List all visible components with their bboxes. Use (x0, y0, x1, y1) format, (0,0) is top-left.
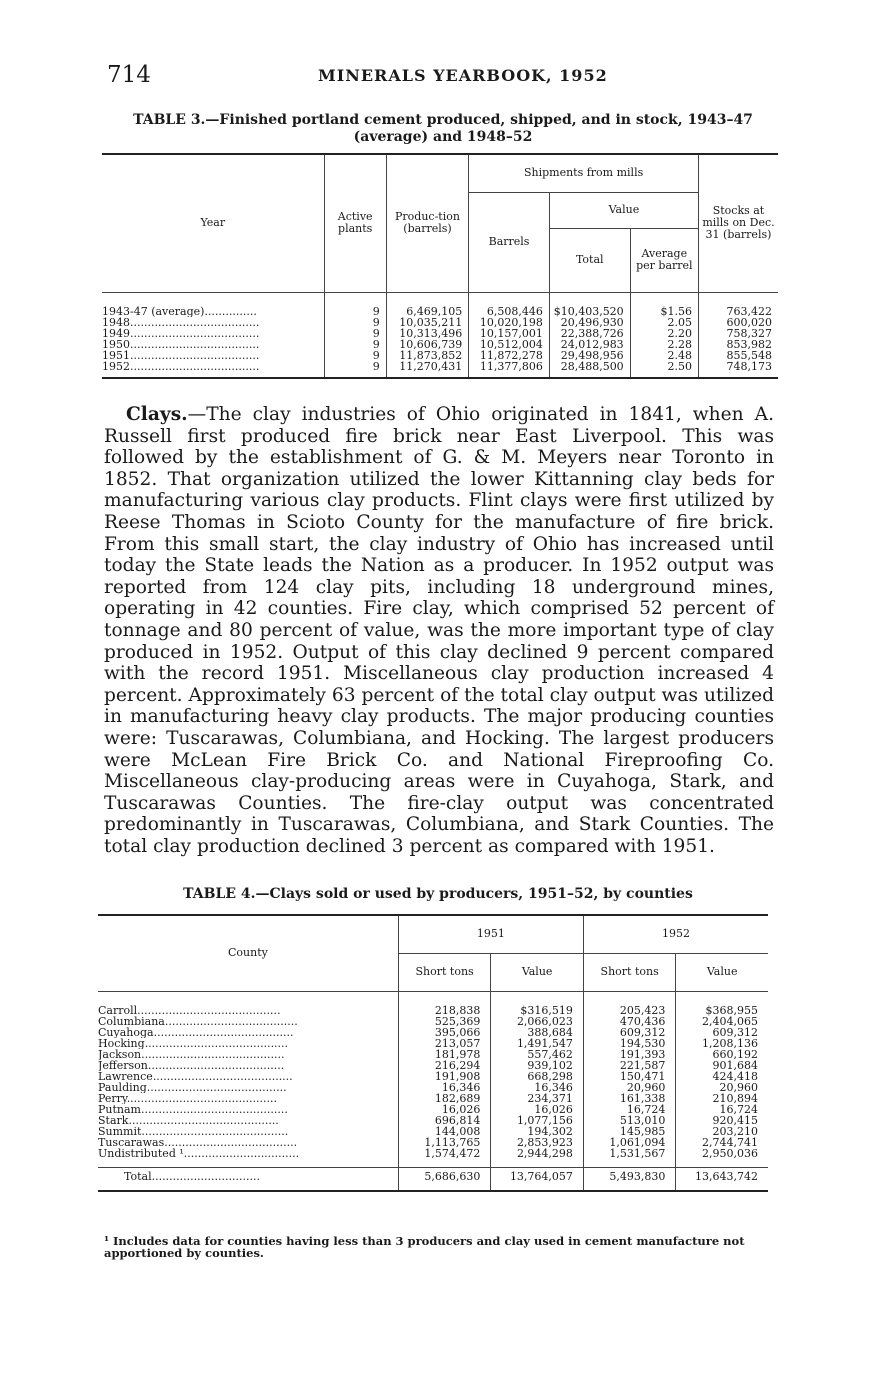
t3-stocks: 748,173 (698, 361, 778, 372)
t4-county: Jackson (98, 1049, 142, 1060)
t4-value-1952: 424,418 (676, 1071, 768, 1082)
table-row: 1949..................................... 9 10,313,496 10,157,001 22,388,726 2.20 758,327 (102, 328, 778, 339)
t3-header-active-plants: Active plants (324, 154, 386, 292)
t4-value-1952: 2,744,741 (676, 1137, 768, 1148)
t4-county: Paulding (98, 1082, 147, 1093)
t4-value-1952: 920,415 (676, 1115, 768, 1126)
t3-plants: 9 (324, 328, 386, 339)
t3-stocks: 853,982 (698, 339, 778, 350)
t4-county: Cuyahoga (98, 1027, 154, 1038)
t4-tons-1951: 16,026 (398, 1104, 490, 1115)
clays-body: —The clay industries of Ohio originated in 1841, when A. Russell first produced fire brick near East Liverpool. This was followed by the establishment of G. & M. Meyers near Toronto in 1852. That organization utilized the lower Kittanning clay beds for manufacturing various clay products. Flint clays were first utilized by Reese Thomas in Scioto County for the manufacture of fire brick. From this small start, the clay industry of Ohio has increased until today the State leads the Nation as a producer. In 1952 output was reported from 124 clay pits, including 18 underground mines, operating in 42 counties. Fire clay, which comprised 52 percent of tonnage and 80 percent of value, was the more important type of clay produced in 1952. Output of this clay declined 9 percent compared with the record 1951. Miscellaneous clay production increased 4 percent. Approximately 63 percent of the total clay output was utilized in manufacturing heavy clay products. The major producing counties were: Tuscarawas, Columbiana, and Hocking. The largest producers were McLean Fire Brick Co. and National Fireproofing Co. Miscellaneous clay-producing areas were in Cuyahoga, Stark, and Tuscarawas Counties. The fire-clay output was concentrated predominantly in Tuscarawas, Columbiana, and Stark Counties. The total clay production declined 3 percent as compared with 1951. (104, 404, 774, 857)
t4-tons-1951: 696,814 (398, 1115, 490, 1126)
t4-total-tons-1952: 5,493,830 (583, 1167, 675, 1185)
t4-tons-1951: 1,113,765 (398, 1137, 490, 1148)
t3-header-value: Value (549, 192, 698, 228)
t3-header-average: Average per barrel (630, 228, 698, 292)
page-number: 714 (107, 62, 151, 88)
t3-plants: 9 (324, 350, 386, 361)
t4-value-1952: 20,960 (676, 1082, 768, 1093)
t3-barrels: 11,377,806 (469, 361, 550, 372)
clays-paragraph (104, 404, 774, 857)
t4-tons-1951: 182,689 (398, 1093, 490, 1104)
t3-barrels: 11,872,278 (469, 350, 550, 361)
t4-county: Tuscarawas (98, 1137, 165, 1148)
t4-total-value-1952: 13,643,742 (676, 1167, 768, 1185)
t3-total: 28,488,500 (549, 361, 630, 372)
t3-average: 2.05 (630, 317, 698, 328)
t4-value-1951: 2,066,023 (491, 1016, 584, 1027)
t3-stocks: 855,548 (698, 350, 778, 361)
t4-header-short-tons-1951: Short tons (398, 953, 490, 991)
t3-header-shipments: Shipments from mills (469, 154, 699, 192)
t3-production: 10,035,211 (386, 317, 469, 328)
t4-tons-1952: 161,338 (583, 1093, 675, 1104)
t3-average: 2.50 (630, 361, 698, 372)
table-row: Lawrence........................................ 191,908 668,298 150,471 424,418 (98, 1071, 768, 1082)
t3-production: 11,873,852 (386, 350, 469, 361)
t4-county: Putnam (98, 1104, 141, 1115)
t4-tons-1951: 16,346 (398, 1082, 490, 1093)
t4-value-1952: 609,312 (676, 1027, 768, 1038)
t3-header-year: Year (102, 154, 324, 292)
t4-tons-1951: 181,978 (398, 1049, 490, 1060)
t3-total: $10,403,520 (549, 306, 630, 317)
t4-tons-1951: 191,908 (398, 1071, 490, 1082)
t3-header-barrels: Barrels (469, 192, 550, 292)
t3-plants: 9 (324, 339, 386, 350)
t4-value-1952: 2,950,036 (676, 1148, 768, 1159)
table-row: Cuyahoga........................................ 395,066 388,684 609,312 609,312 (98, 1027, 768, 1038)
t3-plants: 9 (324, 306, 386, 317)
t3-production: 10,606,739 (386, 339, 469, 350)
table-row: 1950..................................... 9 10,606,739 10,512,004 24,012,983 2.28 853,982 (102, 339, 778, 350)
t3-stocks: 600,020 (698, 317, 778, 328)
t3-plants: 9 (324, 361, 386, 372)
t4-value-1951: 939,102 (491, 1060, 584, 1071)
table-row: Undistributed ¹................................. 1,574,472 2,944,298 1,531,567 2,950,036 (98, 1148, 768, 1159)
t3-plants: 9 (324, 317, 386, 328)
t3-year: 1949 (102, 328, 130, 339)
t4-county: Summit (98, 1126, 142, 1137)
t4-header-value-1951: Value (491, 953, 584, 991)
t4-tons-1952: 1,061,094 (583, 1137, 675, 1148)
t4-tons-1951: 144,008 (398, 1126, 490, 1137)
t3-total: 22,388,726 (549, 328, 630, 339)
t3-year: 1950 (102, 339, 130, 350)
t4-value-1952: 2,404,065 (676, 1016, 768, 1027)
table-row: Perry........................................... 182,689 234,371 161,338 210,894 (98, 1093, 768, 1104)
table3-caption: TABLE 3.—Finished portland cement produced, shipped, and in stock, 1943–47 (average) and 1948–52 (133, 112, 753, 145)
t4-tons-1951: 218,838 (398, 1005, 490, 1016)
t3-total: 20,496,930 (549, 317, 630, 328)
t4-header-1952: 1952 (583, 915, 768, 953)
t4-value-1951: 2,944,298 (491, 1148, 584, 1159)
t4-tons-1951: 395,066 (398, 1027, 490, 1038)
t3-year: 1951 (102, 350, 130, 361)
t4-value-1951: 194,302 (491, 1126, 584, 1137)
t4-tons-1952: 191,393 (583, 1049, 675, 1060)
table-row: Jefferson....................................... 216,294 939,102 221,587 901,684 (98, 1060, 768, 1071)
t4-value-1952: 210,894 (676, 1093, 768, 1104)
t3-header-total: Total (549, 228, 630, 292)
t4-tons-1952: 145,985 (583, 1126, 675, 1137)
t4-county: Lawrence (98, 1071, 153, 1082)
table-row: Paulding........................................ 16,346 16,346 20,960 20,960 (98, 1082, 768, 1093)
t4-value-1951: 16,346 (491, 1082, 584, 1093)
t4-county: Stark (98, 1115, 129, 1126)
t3-total: 29,498,956 (549, 350, 630, 361)
running-title: MINERALS YEARBOOK, 1952 (318, 66, 608, 85)
t3-average: 2.48 (630, 350, 698, 361)
table-row: 1952..................................... 9 11,270,431 11,377,806 28,488,500 2.50 748,173 (102, 361, 778, 372)
table-row: Stark........................................... 696,814 1,077,156 513,010 920,415 (98, 1115, 768, 1126)
t3-total: 24,012,983 (549, 339, 630, 350)
table-total-row: Total............................... 5,686,630 13,764,057 5,493,830 13,643,742 (98, 1167, 768, 1185)
t4-total-value-1951: 13,764,057 (491, 1167, 584, 1185)
table3 (102, 153, 778, 379)
t3-barrels: 10,157,001 (469, 328, 550, 339)
t4-tons-1952: 609,312 (583, 1027, 675, 1038)
table4-footnote: ¹ Includes data for counties having less than 3 producers and clay used in cement manufacture not apportioned by counties. (104, 1234, 745, 1260)
t3-production: 6,469,105 (386, 306, 469, 317)
table-row: 1943-47 (average)............... 9 6,469,105 6,508,446 $10,403,520 $1.56 763,422 (102, 306, 778, 317)
t4-tons-1951: 213,057 (398, 1038, 490, 1049)
t3-barrels: 10,512,004 (469, 339, 550, 350)
t4-county: Carroll (98, 1005, 138, 1016)
t4-tons-1952: 470,436 (583, 1016, 675, 1027)
table-row: Putnam.......................................... 16,026 16,026 16,724 16,724 (98, 1104, 768, 1115)
t3-year: 1943-47 (average) (102, 306, 205, 317)
t4-county: Jefferson (98, 1060, 148, 1071)
t4-value-1951: 557,462 (491, 1049, 584, 1060)
t4-value-1951: 668,298 (491, 1071, 584, 1082)
t3-year: 1952 (102, 361, 130, 372)
t4-total-tons-1951: 5,686,630 (398, 1167, 490, 1185)
t4-value-1952: 203,210 (676, 1126, 768, 1137)
t3-barrels: 6,508,446 (469, 306, 550, 317)
t4-tons-1952: 16,724 (583, 1104, 675, 1115)
t3-stocks: 758,327 (698, 328, 778, 339)
t4-header-value-1952: Value (676, 953, 768, 991)
table4-caption: TABLE 4.—Clays sold or used by producers, 1951–52, by counties (183, 886, 693, 902)
t4-value-1952: 901,684 (676, 1060, 768, 1071)
table-row: Hocking......................................... 213,057 1,491,547 194,530 1,208,136 (98, 1038, 768, 1049)
t4-tons-1951: 525,369 (398, 1016, 490, 1027)
t4-tons-1952: 1,531,567 (583, 1148, 675, 1159)
t3-average: $1.56 (630, 306, 698, 317)
t4-value-1951: 1,491,547 (491, 1038, 584, 1049)
t4-tons-1951: 1,574,472 (398, 1148, 490, 1159)
table-row: Jackson......................................... 181,978 557,462 191,393 660,192 (98, 1049, 768, 1060)
t3-average: 2.20 (630, 328, 698, 339)
table-row: Summit.......................................... 144,008 194,302 145,985 203,210 (98, 1126, 768, 1137)
t4-tons-1952: 205,423 (583, 1005, 675, 1016)
t4-county: Perry (98, 1093, 127, 1104)
t4-value-1952: $368,955 (676, 1005, 768, 1016)
table4 (98, 914, 768, 1192)
t4-tons-1951: 216,294 (398, 1060, 490, 1071)
t4-header-1951: 1951 (398, 915, 583, 953)
t4-county: Columbiana (98, 1016, 165, 1027)
clays-lead: Clays. (126, 404, 188, 425)
table-row: Tuscarawas...................................... 1,113,765 2,853,923 1,061,094 2,744,741 (98, 1137, 768, 1148)
t4-tons-1952: 20,960 (583, 1082, 675, 1093)
table-row: Carroll......................................... 218,838 $316,519 205,423 $368,955 (98, 1005, 768, 1016)
t4-county: Undistributed ¹ (98, 1148, 184, 1159)
t4-tons-1952: 150,471 (583, 1071, 675, 1082)
t3-production: 11,270,431 (386, 361, 469, 372)
t4-county: Hocking (98, 1038, 145, 1049)
t4-value-1951: 16,026 (491, 1104, 584, 1115)
t4-value-1952: 660,192 (676, 1049, 768, 1060)
t4-value-1951: 234,371 (491, 1093, 584, 1104)
t4-tons-1952: 221,587 (583, 1060, 675, 1071)
table-row: Columbiana...................................... 525,369 2,066,023 470,436 2,404,065 (98, 1016, 768, 1027)
t4-header-county: County (98, 915, 398, 991)
t4-header-short-tons-1952: Short tons (583, 953, 675, 991)
t4-value-1952: 1,208,136 (676, 1038, 768, 1049)
t3-production: 10,313,496 (386, 328, 469, 339)
t3-average: 2.28 (630, 339, 698, 350)
t4-tons-1952: 513,010 (583, 1115, 675, 1126)
t4-total-label: Total (124, 1169, 152, 1183)
t3-header-production: Produc-tion (barrels) (386, 154, 469, 292)
t3-barrels: 10,020,198 (469, 317, 550, 328)
table-row: 1951..................................... 9 11,873,852 11,872,278 29,498,956 2.48 855,548 (102, 350, 778, 361)
t4-value-1951: 1,077,156 (491, 1115, 584, 1126)
t3-year: 1948 (102, 317, 130, 328)
t4-value-1951: 388,684 (491, 1027, 584, 1038)
t4-value-1952: 16,724 (676, 1104, 768, 1115)
t4-value-1951: 2,853,923 (491, 1137, 584, 1148)
t4-tons-1952: 194,530 (583, 1038, 675, 1049)
table-row: 1948..................................... 9 10,035,211 10,020,198 20,496,930 2.05 600,020 (102, 317, 778, 328)
t3-stocks: 763,422 (698, 306, 778, 317)
t3-header-stocks: Stocks at mills on Dec. 31 (barrels) (698, 154, 778, 292)
t4-value-1951: $316,519 (491, 1005, 584, 1016)
